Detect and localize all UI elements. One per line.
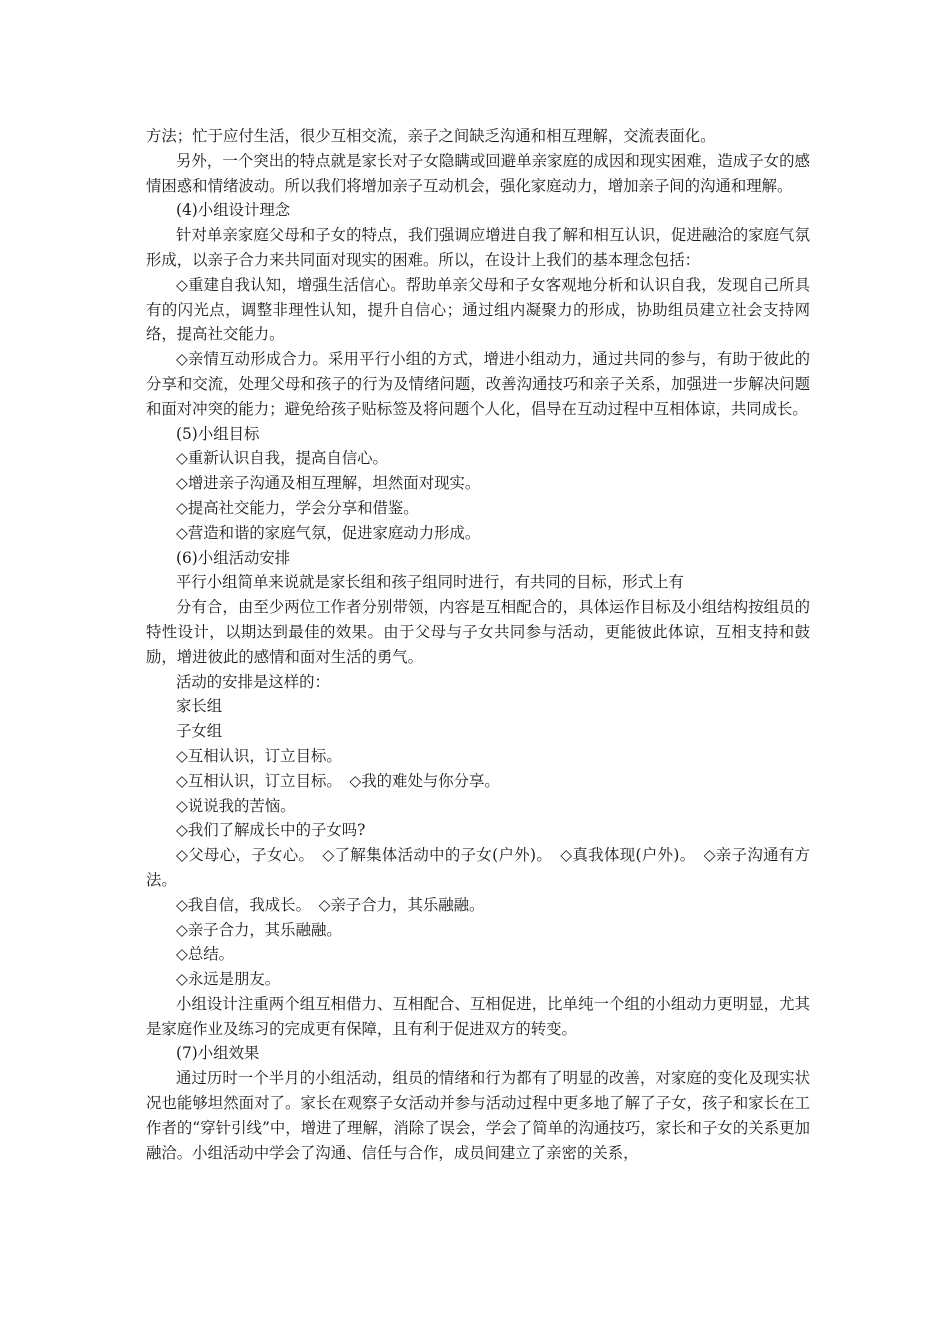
activity-item: ◇父母心，子女心。 ◇了解集体活动中的子女(户外)。 ◇真我体现(户外)。 ◇亲子沟通有方法。: [146, 846, 810, 889]
document-body: [146, 124, 810, 1165]
activity-item: ◇我们了解成长中的子女吗?: [176, 821, 366, 840]
section-heading-activities: (6)小组活动安排: [176, 548, 291, 567]
activity-item: ◇我自信，我成长。 ◇亲子合力，其乐融融。: [176, 895, 485, 914]
activity-item: ◇亲子合力，其乐融融。: [176, 920, 342, 939]
goal-item: ◇重新认识自我，提高自信心。: [176, 449, 388, 468]
paragraph-design-summary: 小组设计注重两个组互相借力、互相配合、互相促进，比单纯一个组的小组动力更明显，尤其是家庭作业及练习的完成更有保障，且有利于促进双方的转变。: [146, 994, 810, 1038]
paragraph-design-intro: 针对单亲家庭父母和子女的特点，我们强调应增进自我了解和相互认识，促进融洽的家庭气氛形成，以亲子合力来共同面对现实的困难。所以，在设计上我们的基本理念包括：: [146, 226, 810, 269]
goal-item: ◇增进亲子沟通及相互理解，坦然面对现实。: [176, 474, 481, 493]
label-child-group: 子女组: [176, 722, 223, 741]
goal-item: ◇营造和谐的家庭气氛，促进家庭动力形成。: [176, 523, 481, 542]
activity-item: ◇互相认识，订立目标。 ◇我的难处与你分享。: [176, 771, 500, 790]
section-heading-effects: (7)小组效果: [176, 1044, 260, 1063]
activity-item: ◇说说我的苦恼。: [176, 796, 296, 815]
paragraph-single-parent-issues: 另外，一个突出的特点就是家长对子女隐瞒或回避单亲家庭的成因和现实困难，造成子女的感情困惑和情绪波动。所以我们将增加亲子互动机会，强化家庭动力，增加亲子间的沟通和理解。: [146, 151, 810, 195]
paragraph-continuation: 方法；忙于应付生活，很少互相交流，亲子之间缺乏沟通和相互理解，交流表面化。: [146, 127, 716, 145]
paragraph-schedule-intro: 活动的安排是这样的：: [176, 672, 330, 691]
activity-item: ◇总结。: [176, 945, 235, 964]
paragraph-concept-family-interaction: ◇亲情互动形成合力。采用平行小组的方式，增进小组动力，通过共同的参与，有助于彼此的分享和交流，处理父母和孩子的行为及情绪问题，改善沟通技巧和亲子关系，加强进一步解决问题和面对冲突的能力；避免给孩子贴标签及将问题个人化，倡导在互动过程中互相体谅，共同成长。: [146, 350, 810, 418]
section-heading-design-concept: (4)小组设计理念: [176, 201, 291, 220]
paragraph-effects: 通过历时一个半月的小组活动，组员的情绪和行为都有了明显的改善，对家庭的变化及现实状况也能够坦然面对了。家长在观察子女活动并参与活动过程中更多地了解了子女，孩子和家长在工作者的“穿针引线”中，增进了理解，消除了误会，学会了简单的沟通技巧，家长和子女的关系更加融洽。小组活动中学会了沟通、信任与合作，成员间建立了亲密的关系，: [146, 1069, 810, 1162]
label-parent-group: 家长组: [176, 697, 223, 716]
activity-item: ◇互相认识，订立目标。: [176, 746, 342, 765]
section-heading-goals: (5)小组目标: [176, 424, 260, 443]
activity-item: ◇永远是朋友。: [176, 970, 281, 989]
goal-item: ◇提高社交能力，学会分享和借鉴。: [176, 498, 419, 517]
paragraph-parallel-group-detail: 分有合，由至少两位工作者分别带领，内容是互相配合的，具体运作目标及小组结构按组员的特性设计，以期达到最佳的效果。由于父母与子女共同参与活动，更能彼此体谅，互相支持和鼓励，增进彼此的感情和面对生活的勇气。: [146, 598, 810, 666]
paragraph-concept-self-cognition: ◇重建自我认知，增强生活信心。帮助单亲父母和子女客观地分析和认识自我，发现自己所具有的闪光点，调整非理性认知，提升自信心；通过组内凝聚力的形成，协助组员建立社会支持网络，提高社交能力。: [146, 275, 810, 344]
paragraph-parallel-group: 平行小组简单来说就是家长组和孩子组同时进行，有共同的目标，形式上有: [176, 573, 684, 592]
